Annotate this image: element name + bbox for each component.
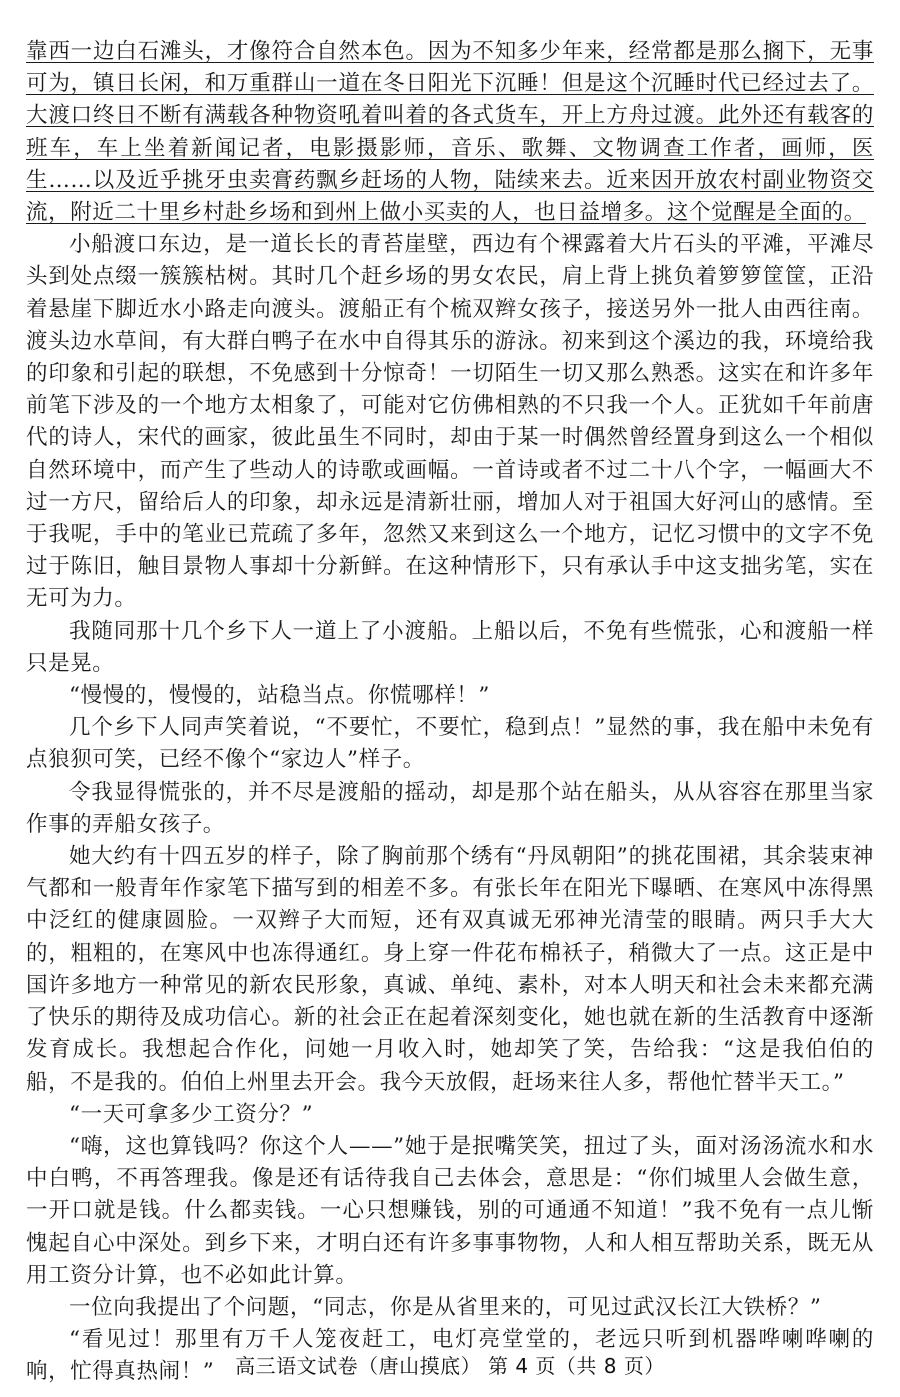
dialogue-line: “看见过！那里有万千人笼夜赶工，电灯亮堂堂的，老远只听到机器哗喇哗喇的响，忙得真热闹！” [26, 1327, 874, 1385]
paragraph: 几个乡下人同声笑着说，“不要忙，不要忙，稳到点！”显然的事，我在船中未免有点狼狈可笑，已经不像个“家边人”样子。 [26, 715, 874, 773]
document-body [26, 36, 874, 1389]
dialogue-line: “慢慢的，慢慢的，站稳当点。你慌哪样！” [69, 683, 490, 709]
paragraph: 一位向我提出了个问题，“同志，你是从省里来的，可见过武汉长江大铁桥？” [69, 1294, 822, 1320]
paragraph: 她大约有十四五岁的样子，除了胸前那个绣有“丹凤朝阳”的挑花围裙，其余装束神气都和一般青年作家笔下描写到的相差不多。有张长年在阳光下曝晒、在寒风中冻得黑中泛红的健康圆脸。一双辫子大而短，还有双真诚无邪神光清莹的眼睛。两只手大大的，粗粗的，在寒风中也冻得通红。身上穿一件花布棉袄子，稍微大了一点。这正是中国许多地方一种常见的新农民形象，真诚、单纯、素朴，对本人明天和社会未来都充满了快乐的期待及成功信心。新的社会正在起着深刻变化，她也就在新的生活教育中逐渐发育成长。我想起合作化，问她一月收入时，她却笑了笑，告给我：“这是我伯伯的船，不是我的。伯伯上州里去开会。我今天放假，赶场来往人多，帮他忙替半天工。” [26, 844, 874, 1095]
paragraph: “嗨，这也算钱吗？你这个人——”她于是抿嘴笑笑，扭过了头，面对汤汤流水和水中白鸭，不再答理我。像是还有话待我自己去体会，意思是：“你们城里人会做生意，一开口就是钱。什么都卖钱。一心只想赚钱，别的可通通不知道！”我不免有一点儿惭愧起自心中深处。到乡下来，才明白还有许多事事物物，人和人相互帮助关系，既无从用工资分计算，也不必如此计算。 [26, 1133, 874, 1288]
paragraph: 令我显得慌张的，并不尽是渡船的摇动，却是那个站在船头，从从容容在那里当家作事的弄船女孩子。 [26, 779, 874, 837]
paragraph: 靠西一边白石滩头，才像符合自然本色。因为不知多少年来，经常都是那么搁下，无事可为，镇日长闲，和万重群山一道在冬日阳光下沉睡！但是这个沉睡时代已经过去了。大渡口终日不断有满载各种物资吼着叫着的各式货车，开上方舟过渡。此外还有载客的班车，车上坐着新闻记者，电影摄影师，音乐、歌舞、文物调查工作者，画师，医生……以及近乎挑牙虫卖膏药飘乡赶场的人物，陆续来去。近来因开放农村副业物资交流，附近二十里乡村赴乡场和到州上做小买卖的人，也日益增多。这个觉醒是全面的。 [26, 39, 874, 226]
paragraph: 我随同那十几个乡下人一道上了小渡船。上船以后，不免有些慌张，心和渡船一样只是晃。 [26, 618, 874, 676]
paragraph: 小船渡口东边，是一道长长的青苔崖壁，西边有个裸露着大片石头的平滩，平滩尽头到处点缀一簇簇枯树。其时几个赶乡场的男女农民，肩上背上挑负着箩箩筐筐，正沿着悬崖下脚近水小路走向渡头。渡船正有个梳双辫女孩子，接送另外一批人由西往南。渡头边水草间，有大群白鸭子在水中自得其乐的游泳。初来到这个溪边的我，环境给我的印象和引起的联想，不免感到十分惊奇！一切陌生一切又那么熟悉。这实在和许多年前笔下涉及的一个地方太相象了，可能对它仿佛相熟的不只我一个人。正犹如千年前唐代的诗人，宋代的画家，彼此虽生不同时，却由于某一时偶然曾经置身到这么一个相似自然环境中，而产生了些动人的诗歌或画幅。一首诗或者不过二十八个字，一幅画大不过一方尺，留给后人的印象，却永远是清新壮丽，增加人对于祖国大好河山的感情。至于我呢，手中的笔业已荒疏了多年，忽然又来到这么一个地方，记忆习惯中的文字不免过于陈旧，触目景物人事却十分新鲜。在这种情形下，只有承认手中这支拙劣笔，实在无可为力。 [26, 232, 874, 612]
page-footer: 高三语文试卷（唐山摸底） 第 4 页（共 8 页） [235, 1354, 665, 1378]
dialogue-line: “一天可拿多少工资分？” [69, 1101, 314, 1127]
